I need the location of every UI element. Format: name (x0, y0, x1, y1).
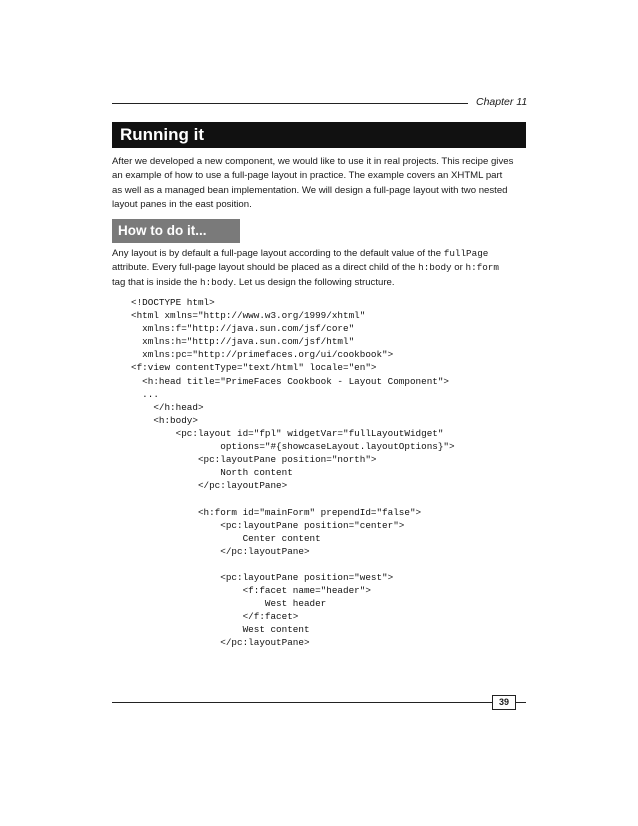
code-listing (131, 296, 455, 650)
code-line: West content (131, 624, 310, 636)
inline-code: h:form (465, 262, 499, 274)
section-heading (112, 122, 526, 148)
footer-rule-tail (516, 702, 526, 703)
code-line: <html xmlns="http://www.w3.org/1999/xhtml" (131, 310, 366, 322)
header-rule (112, 103, 468, 104)
subsection-heading (112, 219, 240, 243)
text-run: attribute. Every full-page layout should be placed as a direct child of the (112, 262, 419, 274)
code-line: ... (131, 388, 159, 400)
code-line: options="#{showcaseLayout.layoutOptions}"> (131, 441, 455, 453)
code-line: xmlns:pc="http://primefaces.org/ui/cookbook"> (131, 349, 394, 361)
page-number: 39 (492, 695, 516, 710)
section-title: Running it (120, 125, 205, 144)
code-line: <pc:layoutPane position="west"> (131, 571, 394, 583)
text-run: tag that is inside the (112, 276, 200, 288)
inline-code: h:body (418, 262, 452, 274)
intro-paragraph (112, 155, 532, 213)
code-line (131, 558, 455, 571)
intro-line: layout panes in the east position. (112, 199, 252, 211)
chapter-label: Chapter 11 (476, 96, 528, 108)
code-line: </f:facet> (131, 611, 299, 623)
intro-line: an example of how to use a full-page layout in practice. The example covers an XHTML part (112, 170, 503, 182)
code-line: Center content (131, 532, 321, 544)
paragraph-line (112, 276, 532, 290)
code-line: <f:facet name="header"> (131, 585, 371, 597)
paragraph-line (112, 247, 532, 261)
intro-line: as well as a managed bean implementation. We will design a full-page layout with two nested (112, 184, 508, 196)
layout-paragraph (112, 247, 532, 290)
inline-code: h:body (200, 276, 234, 288)
inline-code: fullPage (443, 248, 489, 259)
code-line (131, 492, 455, 505)
text-run: . Let us design the following structure. (233, 276, 395, 288)
code-line: </pc:layoutPane> (131, 637, 310, 649)
code-line: <h:form id="mainForm" prependId="false"> (131, 506, 422, 518)
code-line: </h:head> (131, 401, 204, 413)
code-line: <!DOCTYPE html> (131, 297, 215, 308)
subsection-title: How to do it... (118, 223, 207, 238)
code-line: <h:head title="PrimeFaces Cookbook - Layout Component"> (131, 375, 450, 387)
text-run: Any layout is by default a full-page layout according to the default value of the (112, 248, 444, 259)
code-line: <f:view contentType="text/html" locale="en"> (131, 362, 377, 374)
code-line: xmlns:f="http://java.sun.com/jsf/core" (131, 323, 355, 335)
code-line: </pc:layoutPane> (131, 545, 310, 557)
code-line: West header (131, 598, 327, 610)
code-line: <pc:layout id="fpl" widgetVar="fullLayoutWidget" (131, 427, 444, 439)
code-line: xmlns:h="http://java.sun.com/jsf/html" (131, 336, 355, 348)
code-line: <pc:layoutPane position="north"> (131, 454, 377, 466)
code-line: <pc:layoutPane position="center"> (131, 519, 405, 531)
code-line: North content (131, 467, 293, 479)
paragraph-line (112, 261, 532, 275)
text-run: or (451, 262, 466, 274)
code-line: </pc:layoutPane> (131, 480, 288, 492)
code-line: <h:body> (131, 414, 198, 426)
intro-line: After we developed a new component, we would like to use it in real projects. This recipe gives (112, 156, 514, 167)
footer-rule (112, 702, 492, 703)
